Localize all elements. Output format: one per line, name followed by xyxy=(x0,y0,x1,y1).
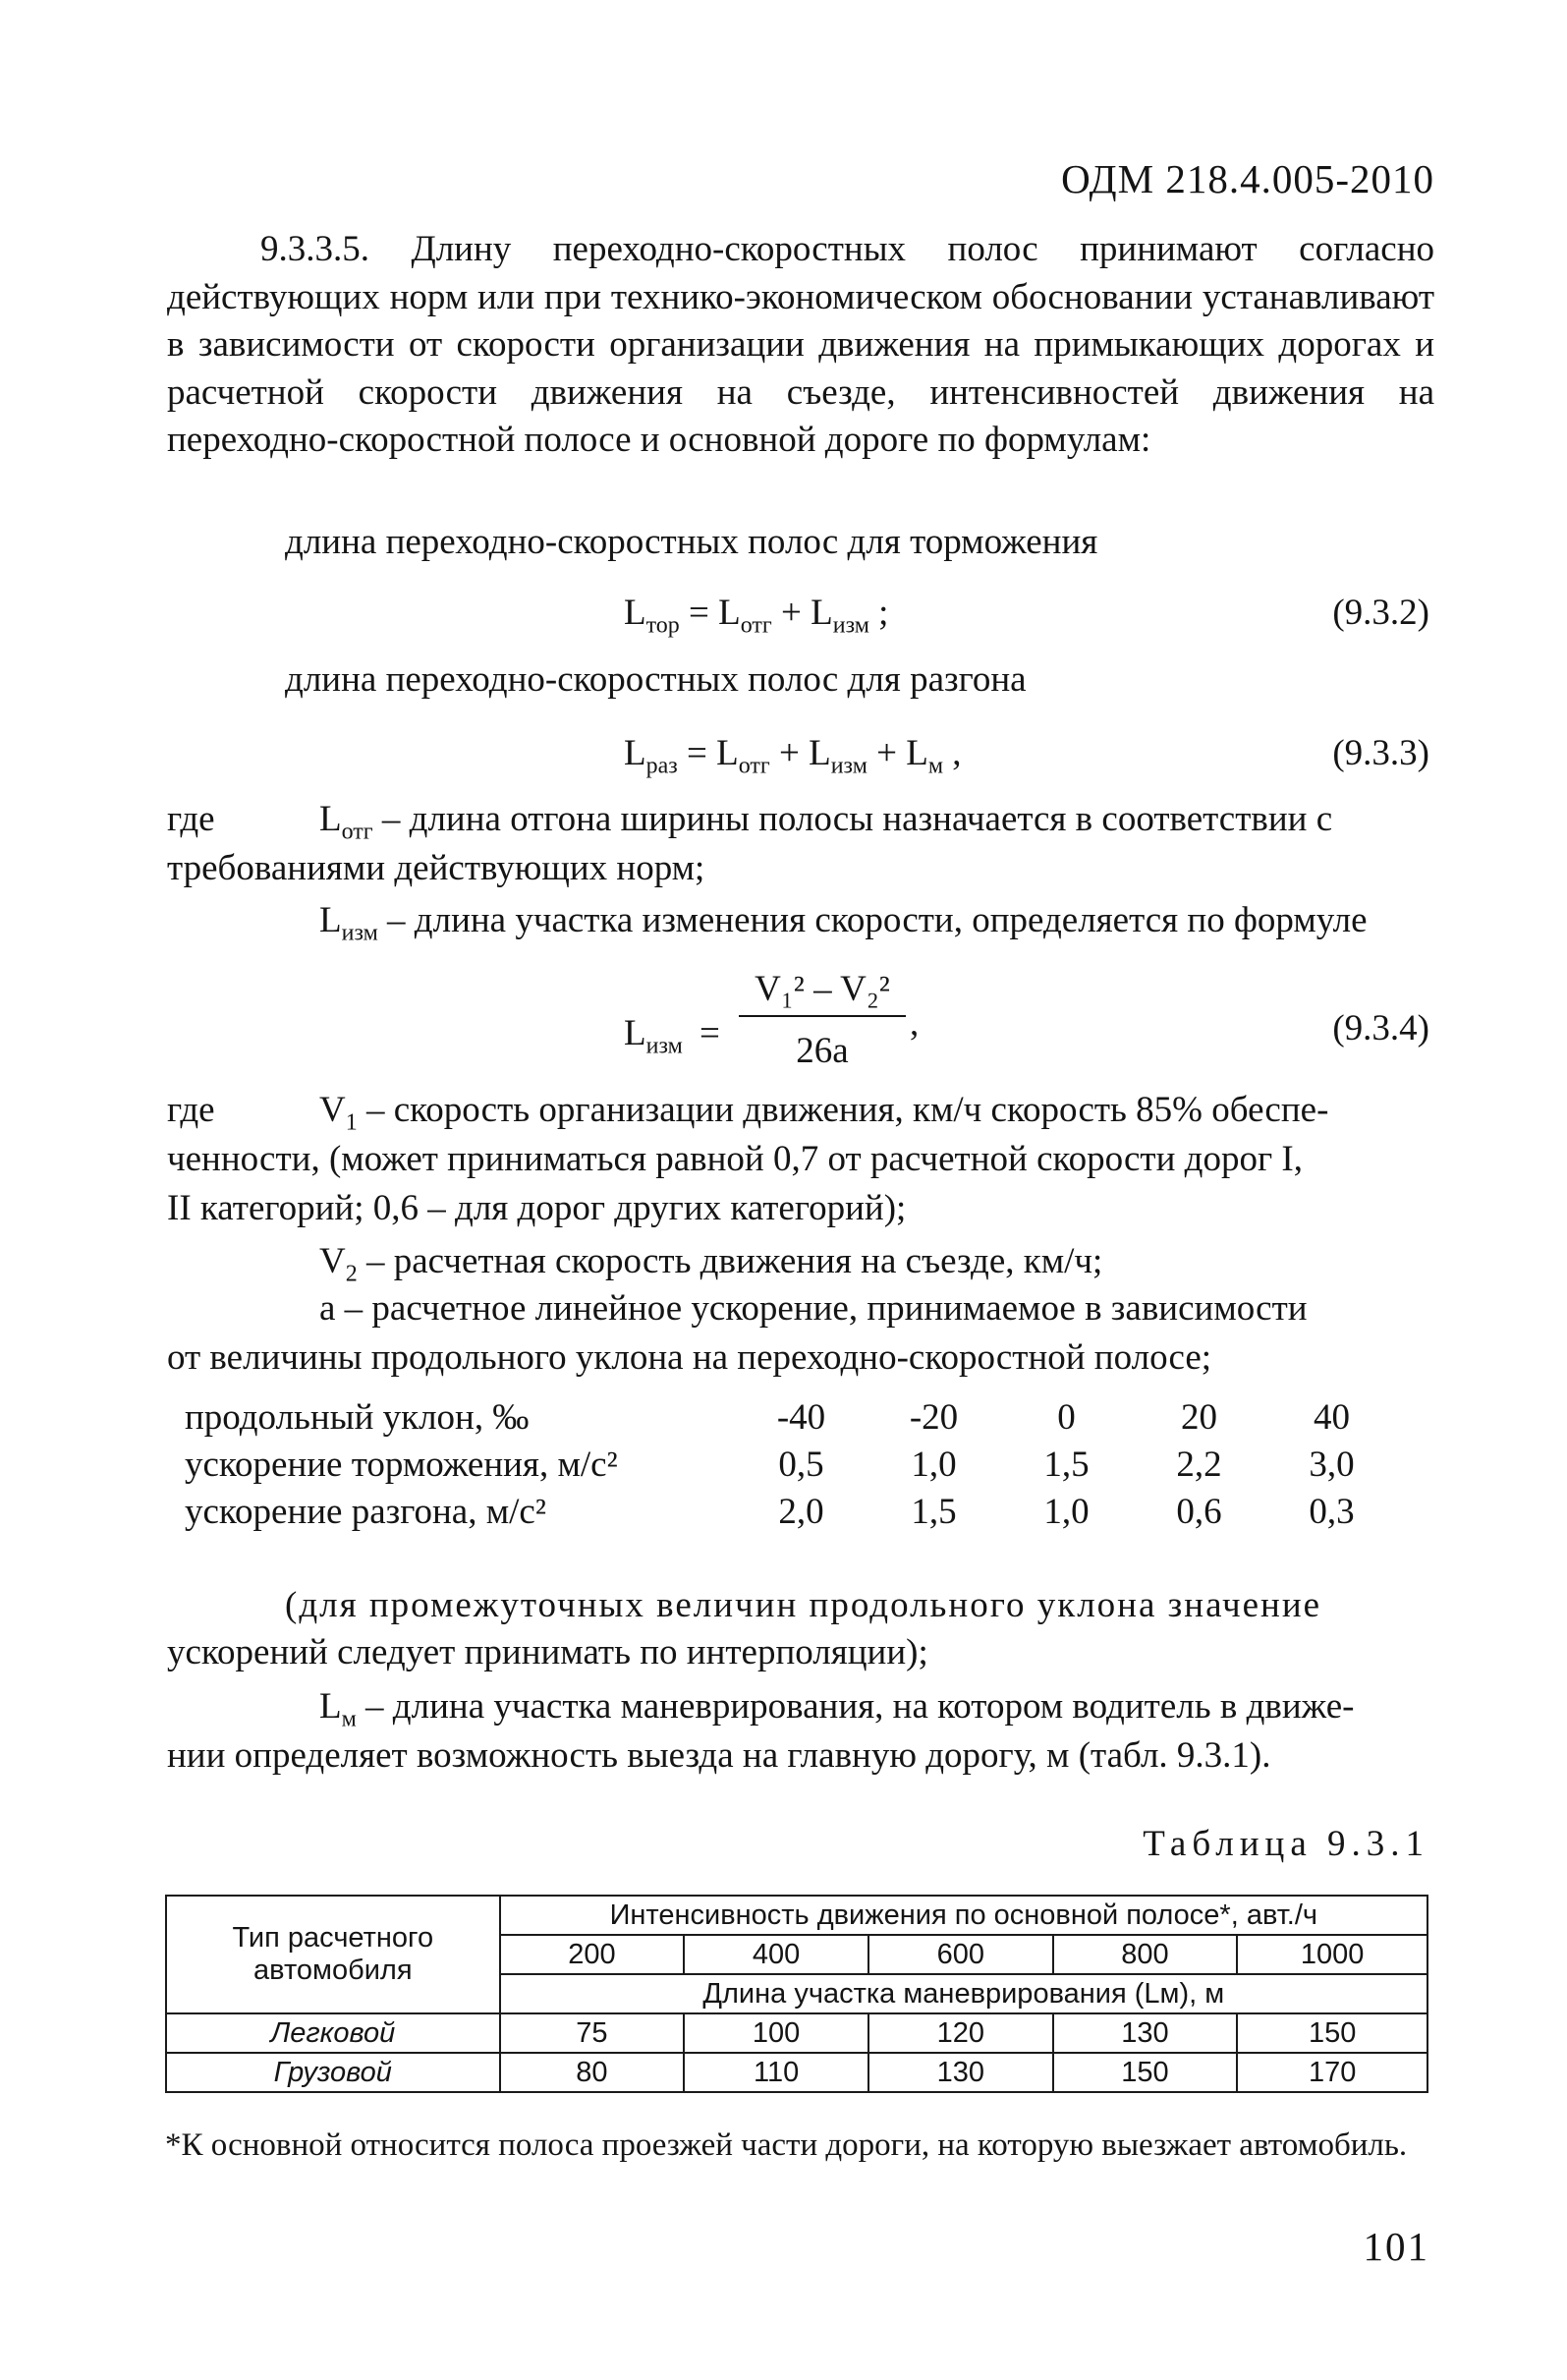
formula-9-3-4-lhs: $L_{изм}$ = xyxy=(624,1013,720,1059)
l-m-definition: $L_м$ – длина участка маневрирования, на котором водитель в движе- xyxy=(319,1686,1355,1732)
length-cell: 130 xyxy=(868,2053,1053,2092)
accel-value: 0,3 xyxy=(1309,1491,1355,1532)
v2-definition: $V_2$ – расчетная скорость движения на съезде, км/ч; xyxy=(319,1241,1103,1287)
length-cell: 150 xyxy=(1053,2053,1238,2092)
accel-label: длина переходно-скоростных полос для разгона xyxy=(285,659,1027,700)
fraction-bar xyxy=(739,1015,906,1017)
intensity-value: 600 xyxy=(868,1935,1053,1974)
length-cell: 150 xyxy=(1237,2013,1427,2053)
vehicle-type-cell: Грузовой xyxy=(166,2053,500,2092)
equation-number-9-3-3: (9.3.3) xyxy=(1332,733,1429,773)
intro-paragraph: 9.3.3.5. Длину переходно-скоростных полос принимают согласно действующих норм или при технико-экономическом обосновании устанавливают в зависимости от скорости организации движения на примыкающих дорогах и расчетной скорости движения на съезде, интенсивностей движения на переходно-скоростной полосе и основной дороге по формулам: xyxy=(167,229,1434,460)
l-izm-definition: $L_{изм}$ – длина участка изменения скорости, определяется по формуле xyxy=(319,900,1368,946)
gradient-value: -20 xyxy=(909,1396,959,1438)
braking-accel-value: 3,0 xyxy=(1309,1444,1355,1485)
gradient-label: продольный уклон, ‰ xyxy=(185,1396,530,1438)
braking-accel-value: 0,5 xyxy=(778,1444,824,1485)
v1-definition-line-3: II категорий; 0,6 – для дорог других категорий); xyxy=(167,1188,907,1228)
document-code: ОДМ 218.4.005-2010 xyxy=(1061,156,1434,201)
table-9-3-1 xyxy=(165,1895,1428,2093)
braking-accel-value: 1,5 xyxy=(1043,1444,1090,1485)
intensity-value: 400 xyxy=(684,1935,868,1974)
a-definition-line-2: от величины продольного уклона на переходно-скоростной полосе; xyxy=(167,1337,1212,1378)
length-cell: 170 xyxy=(1237,2053,1427,2092)
intensity-value: 1000 xyxy=(1237,1935,1427,1974)
length-cell: 110 xyxy=(684,2053,868,2092)
length-cell: 130 xyxy=(1053,2013,1238,2053)
formula-9-3-4-numerator: V₁² – V₂² xyxy=(755,969,890,1009)
accel-row xyxy=(185,1488,1398,1535)
formula-9-3-4-denominator: 26a xyxy=(796,1031,849,1071)
where-line-2: где xyxy=(167,1090,215,1130)
footnote: *К основной относится полоса проезжей части дороги, на которую выезжает автомобиль. xyxy=(165,2127,1408,2163)
gradient-acceleration-table xyxy=(185,1393,1398,1535)
braking-accel-label: ускорение торможения, м/с² xyxy=(185,1444,618,1485)
l-otg-definition: $L_{отг}$ – длина отгона ширины полосы назначается в соответствии с xyxy=(319,799,1333,845)
interpolation-note-line-2: ускорений следует принимать по интерполяции); xyxy=(167,1632,928,1672)
formula-9-3-2: $L_{тор} = L_{отг} + L_{изм}$ ; xyxy=(624,593,889,639)
length-cell: 80 xyxy=(500,2053,685,2092)
intensity-value: 800 xyxy=(1053,1935,1238,1974)
braking-accel-row xyxy=(185,1441,1398,1488)
length-cell: 75 xyxy=(500,2013,685,2053)
formula-9-3-3: $L_{раз} = L_{отг} + L_{изм} + L_м$ , xyxy=(624,733,962,779)
interpolation-note: (для промежуточных величин продольного уклона значение xyxy=(285,1585,1322,1625)
length-cell: 100 xyxy=(684,2013,868,2053)
accel-value: 0,6 xyxy=(1176,1491,1222,1532)
accel-value: 1,5 xyxy=(911,1491,957,1532)
vehicle-type-cell: Легковой xyxy=(166,2013,500,2053)
length-cell: 120 xyxy=(868,2013,1053,2053)
gradient-value: 40 xyxy=(1314,1396,1350,1438)
column-header-intensity: Интенсивность движения по основной полосе*, авт./ч xyxy=(500,1896,1427,1935)
gradient-row xyxy=(185,1393,1398,1441)
table-header-row xyxy=(166,1896,1427,1935)
column-header-vehicle-type: Тип расчетного автомобиля xyxy=(166,1896,500,2013)
accel-value: 2,0 xyxy=(778,1491,824,1532)
equation-number-9-3-4: (9.3.4) xyxy=(1332,1008,1429,1048)
table-row xyxy=(166,2053,1427,2092)
l-m-definition-line-2: нии определяет возможность выезда на главную дорогу, м (табл. 9.3.1). xyxy=(167,1735,1271,1776)
formula-9-3-4-tail: , xyxy=(910,1003,920,1044)
column-header-length: Длина участка маневрирования (Lм), м xyxy=(500,1974,1427,2013)
l-otg-definition-cont: требованиями действующих норм; xyxy=(167,848,705,888)
accel-value: 1,0 xyxy=(1043,1491,1090,1532)
table-caption: Таблица 9.3.1 xyxy=(1143,1824,1429,1864)
v1-definition: $V_1$ – скорость организации движения, км/ч скорость 85% обеспе- xyxy=(319,1090,1329,1136)
intensity-value: 200 xyxy=(500,1935,685,1974)
table-row xyxy=(166,2013,1427,2053)
v1-definition-line-2: ченности, (может приниматься равной 0,7 от расчетной скорости дорог I, xyxy=(167,1139,1303,1179)
gradient-value: -40 xyxy=(776,1396,826,1438)
accel-label: ускорение разгона, м/с² xyxy=(185,1491,546,1532)
braking-accel-value: 1,0 xyxy=(911,1444,957,1485)
a-definition: a – расчетное линейное ускорение, принимаемое в зависимости xyxy=(319,1288,1308,1329)
gradient-value: 0 xyxy=(1057,1396,1076,1438)
braking-accel-value: 2,2 xyxy=(1176,1444,1222,1485)
equation-number-9-3-2: (9.3.2) xyxy=(1332,593,1429,633)
gradient-value: 20 xyxy=(1181,1396,1217,1438)
page-number: 101 xyxy=(1363,2224,1429,2269)
where-line-1: где xyxy=(167,799,215,839)
braking-label: длина переходно-скоростных полос для торможения xyxy=(285,522,1098,562)
